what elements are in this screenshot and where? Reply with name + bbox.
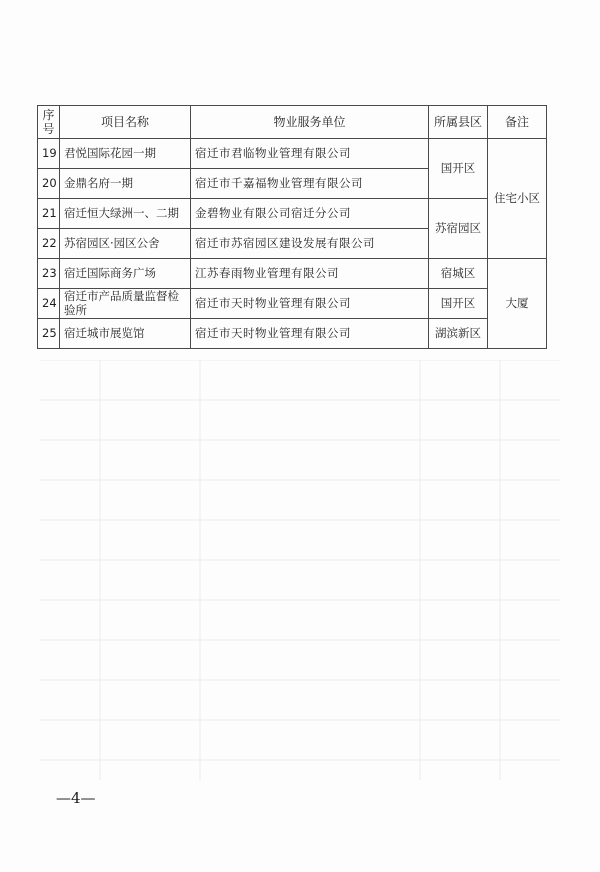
- cell-seq: 22: [38, 229, 60, 259]
- header-remark: 备注: [488, 106, 547, 139]
- cell-unit: 宿迁市千嘉福物业管理有限公司: [191, 169, 429, 199]
- cell-unit: 金碧物业有限公司宿迁分公司: [191, 199, 429, 229]
- bleed-through-texture: [40, 360, 560, 780]
- cell-seq: 21: [38, 199, 60, 229]
- table-row: [38, 259, 547, 289]
- header-county: 所属县区: [429, 106, 488, 139]
- cell-county: 国开区: [429, 139, 488, 199]
- cell-county: 国开区: [429, 289, 488, 319]
- cell-unit: 宿迁市君临物业管理有限公司: [191, 139, 429, 169]
- cell-unit: 宿迁市天时物业管理有限公司: [191, 289, 429, 319]
- cell-project: 君悦国际花园一期: [60, 139, 191, 169]
- table-row: [38, 319, 547, 349]
- cell-unit: 宿迁市苏宿园区建设发展有限公司: [191, 229, 429, 259]
- cell-seq: 19: [38, 139, 60, 169]
- cell-remark: 大厦: [488, 259, 547, 349]
- cell-county: 宿城区: [429, 259, 488, 289]
- table-row: [38, 199, 547, 229]
- property-service-table: [37, 105, 547, 349]
- cell-project: 苏宿园区·园区公舍: [60, 229, 191, 259]
- page-number: —4—: [56, 789, 96, 807]
- table-header-row: [38, 106, 547, 139]
- cell-project: 金鼎名府一期: [60, 169, 191, 199]
- cell-unit: 宿迁市天时物业管理有限公司: [191, 319, 429, 349]
- cell-seq: 25: [38, 319, 60, 349]
- cell-seq: 24: [38, 289, 60, 319]
- cell-project: 宿迁恒大绿洲一、二期: [60, 199, 191, 229]
- cell-seq: 20: [38, 169, 60, 199]
- cell-project: 宿迁市产品质量监督检验所: [60, 289, 191, 319]
- cell-county: 苏宿园区: [429, 199, 488, 259]
- cell-seq: 23: [38, 259, 60, 289]
- table-row: [38, 289, 547, 319]
- cell-unit: 江苏春雨物业管理有限公司: [191, 259, 429, 289]
- header-project: 项目名称: [60, 106, 191, 139]
- cell-county: 湖滨新区: [429, 319, 488, 349]
- cell-project: 宿迁城市展览馆: [60, 319, 191, 349]
- cell-project: 宿迁国际商务广场: [60, 259, 191, 289]
- header-seq: 序号: [38, 106, 60, 139]
- cell-remark: 住宅小区: [488, 139, 547, 259]
- header-unit: 物业服务单位: [191, 106, 429, 139]
- table-row: [38, 139, 547, 169]
